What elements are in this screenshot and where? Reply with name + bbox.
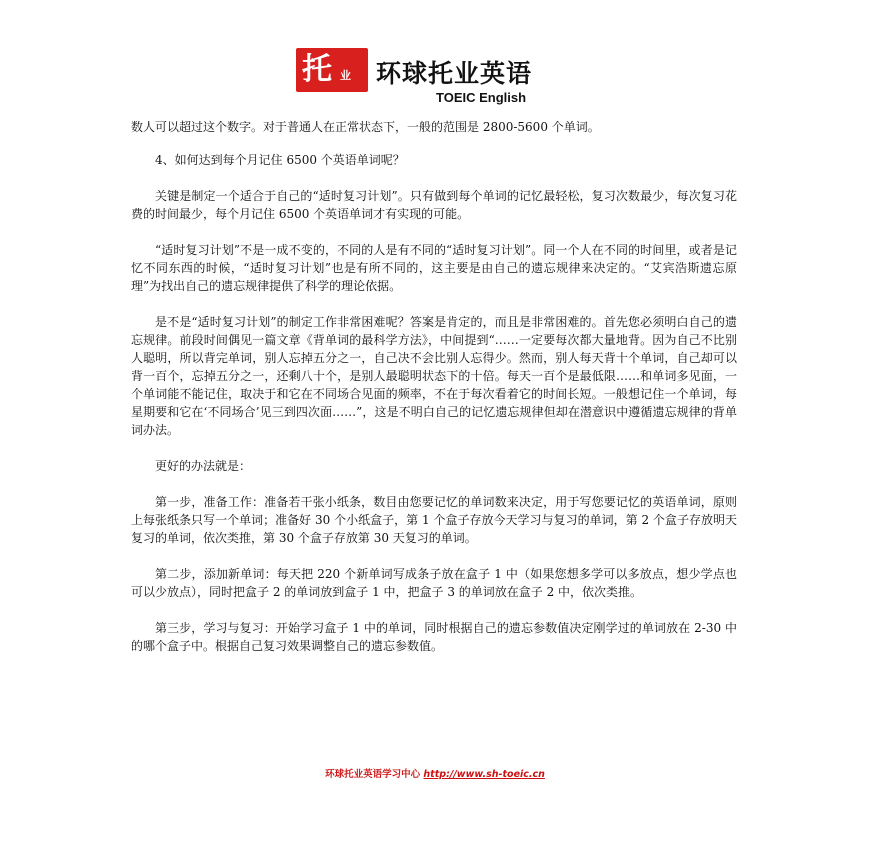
brand-name-english: TOEIC English	[436, 90, 527, 105]
footer-link[interactable]: http://www.sh-toeic.cn	[423, 769, 545, 780]
paragraph: 第二步，添加新单词：每天把 220 个新单词写成条子放在盒子 1 中（如果您想多学可以多放点，想少学点也可以少放点），同时把盒子 2 的单词放到盒子 1 中，把盒子 3 的单词放在盒子 2 中，依次类推。	[131, 567, 737, 599]
paragraph: “适时复习计划”不是一成不变的，不同的人是有不同的“适时复习计划”。同一个人在不同的时间里，或者是记忆不同东西的时候，“适时复习计划”也是有所不同的，这主要是由自己的遗忘规律来决定的。“艾宾浩斯遗忘原理”为找出自己的遗忘规律提供了科学的理论依据。	[131, 243, 737, 293]
paragraph: 第一步，准备工作：准备若干张小纸条，数目由您要记忆的单词数来决定，用于写您要记忆的英语单词，原则上每张纸条只写一个单词；准备好 30 个小纸盒子，第 1 个盒子存放今天学习与复习的单词，第 2 个盒子存放明天复习的单词，依次类推，第 30 个盒子存放第 30 天复习的单词。	[131, 495, 737, 545]
footer-label: 环球托业英语学习中心	[325, 769, 421, 780]
section-heading: 4、如何达到每个月记住 6500 个英语单词呢？	[155, 153, 405, 167]
footer	[0, 766, 870, 780]
logo-main-glyph: 托	[302, 52, 330, 87]
logo-sub-glyph: 业	[340, 69, 351, 82]
logo-icon	[296, 48, 368, 92]
paragraph: 数人可以超过这个数字。对于普通人在正常状态下，一般的范围是 2800-5600 个单词。	[131, 120, 600, 134]
brand-name-chinese: 环球托业英语	[376, 59, 533, 88]
paragraph: 更好的办法就是：	[155, 459, 252, 473]
document-body	[131, 118, 737, 673]
paragraph: 是不是“适时复习计划”的制定工作非常困难呢？答案是肯定的，而且是非常困难的。首先您必须明白自己的遗忘规律。前段时间偶见一篇文章《背单词的最科学方法》，中间提到“……一定要每次都大量地背。因为自己不比别人聪明，所以背完单词，别人忘掉五分之一，自己决不会比别人忘得少。然而，别人每天背十个单词，自己却可以背一百个，忘掉五分之一，还剩八十个，是别人最聪明状态下的十倍。每天一百个是最低限……和单词多见面，一个单词能不能记住，取决于和它在不同场合见面的频率，不在于每次看着它的时间长短。一般想记住一个单词，每星期要和它在‘不同场合’见三到四次面……”，这是不明白自己的记忆遗忘规律但却在潜意识中遵循遗忘规律的背单词办法。	[131, 315, 737, 437]
header-logo	[296, 46, 586, 110]
paragraph: 第三步，学习与复习：开始学习盒子 1 中的单词，同时根据自己的遗忘参数值决定刚学过的单词放在 2-30 中的哪个盒子中。根据自己复习效果调整自己的遗忘参数值。	[131, 621, 737, 653]
paragraph: 关键是制定一个适合于自己的“适时复习计划”。只有做到每个单词的记忆最轻松，复习次数最少，每次复习花费的时间最少，每个月记住 6500 个英语单词才有实现的可能。	[131, 189, 737, 221]
